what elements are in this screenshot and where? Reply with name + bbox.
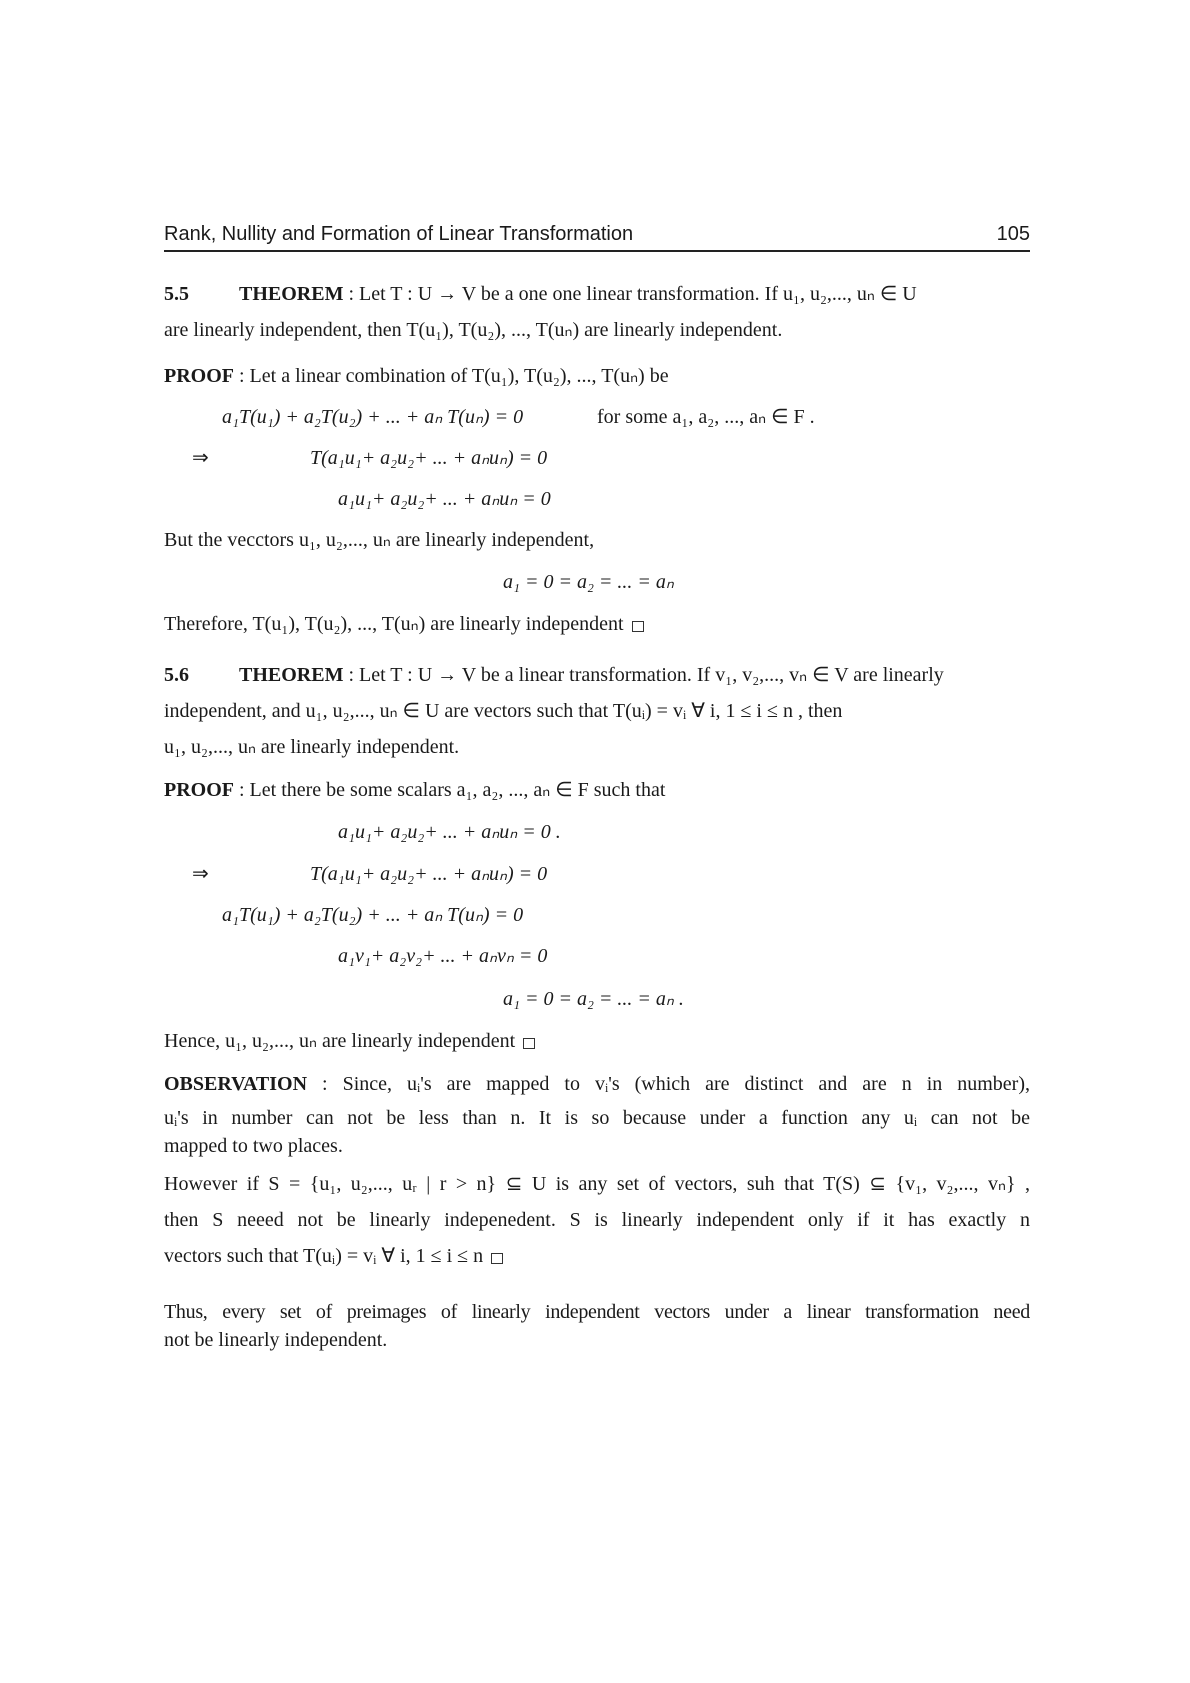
page-number: 105 [996,223,1030,245]
observation-line-5: then S neeed not be linearly indepenedent. S is linearly independent only if it has exactly n [164,1209,1030,1231]
observation-text: : Since, uᵢ's are mapped to vᵢ's (which are distinct and are n in number), [307,1073,1030,1095]
qed-square-icon [523,1038,535,1049]
conclusion-line-2: not be linearly independent. [164,1329,388,1351]
theorem-5-6-line-3: u₁, u₂,..., uₙ are linearly independent. [164,736,460,758]
theorem-text: : Let T : U → V be a linear transformation. If v₁, v₂,..., vₙ ∈ V are linearly [343,664,944,686]
theorem-5-5-line-2: are linearly independent, then T(u₁), T(u₂), ..., T(uₙ) are linearly independent. [164,319,783,341]
theorem-5-6-line-1 [164,663,944,687]
theorem-label: THEOREM [239,283,344,305]
conclusion-text: Hence, u₁, u₂,..., uₙ are linearly independent [164,1030,516,1052]
theorem-5-6-line-2: independent, and u₁, u₂,..., uₙ ∈ U are vectors such that T(uᵢ) = vᵢ ∀ i, 1 ≤ i ≤ n , then [164,700,843,722]
equation-note: for some a₁, a₂, ..., aₙ ∈ F . [597,406,815,428]
proof-text: : Let a linear combination of T(u₁), T(u₂), ..., T(uₙ) be [234,365,669,387]
proof-label: PROOF [164,365,234,387]
observation-text: vectors such that T(uᵢ) = vᵢ ∀ i, 1 ≤ i ≤ n [164,1245,484,1267]
equation: T(a₁u₁+ a₂u₂+ ... + aₙuₙ) = 0 [310,447,548,469]
equation: T(a₁u₁+ a₂u₂+ ... + aₙuₙ) = 0 [310,863,548,885]
equation: a₁ = 0 = a₂ = ... = aₙ . [503,988,684,1010]
observation-line-2: uᵢ's in number can not be less than n. It is so because under a function any uᵢ can not be [164,1107,1030,1129]
observation-line-3: mapped to two places. [164,1135,343,1157]
theorem-text: : Let T : U → V be a one one linear transformation. If u₁, u₂,..., uₙ ∈ U [343,283,917,305]
proof-label: PROOF [164,779,234,801]
observation-line-4: However if S = {u₁, u₂,..., uᵣ | r > n} ⊆ U is any set of vectors, suh that T(S) ⊆ {v₁, v₂,..., vₙ} , [164,1173,1030,1195]
proof-5-5-conclusion [164,612,644,636]
chapter-title: Rank, Nullity and Formation of Linear Transformation [164,223,634,245]
theorem-number: 5.6 [164,664,189,686]
proof-text: : Let there be some scalars a₁, a₂, ..., aₙ ∈ F such that [234,779,666,801]
proof-5-5-line-2: But the vecctors u₁, u₂,..., uₙ are linearly independent, [164,529,595,551]
proof-5-6-conclusion [164,1029,535,1053]
equation: a₁u₁+ a₂u₂+ ... + aₙuₙ = 0 [338,488,551,510]
conclusion-line-1: Thus, every set of preimages of linearly independent vectors under a linear transformation need [164,1301,1030,1323]
theorem-number: 5.5 [164,283,189,305]
equation: a₁u₁+ a₂u₂+ ... + aₙuₙ = 0 . [338,821,561,843]
equation: a₁v₁+ a₂v₂+ ... + aₙvₙ = 0 [338,945,548,967]
qed-square-icon [491,1253,503,1264]
theorem-label: THEOREM [239,664,344,686]
implies-symbol: ⇒ [192,863,209,885]
observation-line-6 [164,1244,503,1268]
conclusion-text: Therefore, T(u₁), T(u₂), ..., T(uₙ) are linearly independent [164,613,624,635]
proof-5-6-line-1 [164,778,665,802]
theorem-5-5-line-1 [164,282,917,306]
implies-symbol: ⇒ [192,447,209,469]
proof-5-5-line-1 [164,364,669,388]
equation: a₁ = 0 = a₂ = ... = aₙ [503,571,674,593]
observation-label: OBSERVATION [164,1073,308,1095]
equation: a₁T(u₁) + a₂T(u₂) + ... + aₙ T(uₙ) = 0 [222,406,524,428]
equation: a₁T(u₁) + a₂T(u₂) + ... + aₙ T(uₙ) = 0 [222,904,524,926]
running-header [164,220,1030,252]
observation-line-1 [164,1072,1030,1096]
qed-square-icon [632,621,644,632]
